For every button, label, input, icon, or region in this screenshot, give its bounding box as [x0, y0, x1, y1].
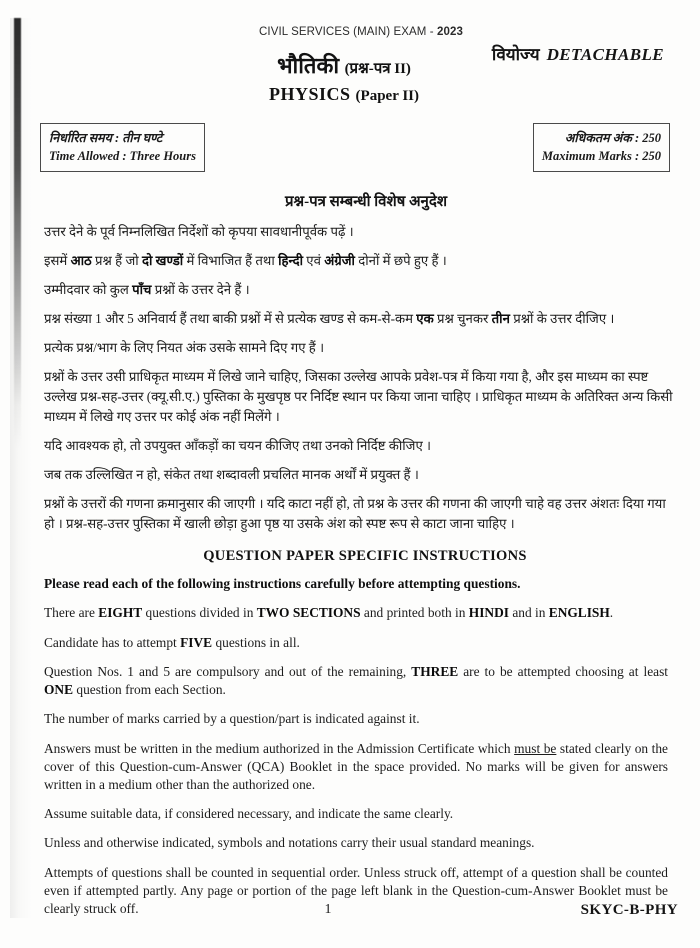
exam-header-line: [44, 26, 678, 38]
hindi-instruction-item: उम्मीदवार को कुल पाँच प्रश्नों के उत्तर देने हैं ।: [44, 281, 250, 297]
maximum-marks-english: Maximum Marks : 250: [541, 148, 661, 163]
english-instruction-item: There are EIGHT questions divided in TWO SECTIONS and printed both in HINDI and in ENGLISH.: [44, 605, 614, 621]
hindi-instruction-item: प्रत्येक प्रश्न/भाग के लिए नियत अंक उसके सामने दिए गए हैं ।: [44, 339, 325, 355]
english-instruction-item: The number of marks carried by a question/part is indicated against it.: [44, 711, 420, 727]
english-instruction-item: Question Nos. 1 and 5 are compulsory and out of the remaining, THREE are to be attempted choosing at least ONE question from each Section.: [44, 663, 669, 698]
english-instructions-heading: QUESTION PAPER SPECIFIC INSTRUCTIONS: [203, 548, 527, 565]
english-instruction-item: Unless and otherwise indicated, symbols and notations carry their usual standard meanings.: [44, 835, 535, 851]
hindi-instructions-heading: प्रश्न-पत्र सम्बन्धी विशेष अनुदेश: [284, 193, 448, 210]
detachable-label-english: DETACHABLE: [546, 45, 664, 64]
paper-code: SKYC-B-PHY: [580, 902, 678, 918]
time-allowed-english: Time Allowed : Three Hours: [49, 148, 196, 163]
hindi-instruction-item: इसमें आठ प्रश्न हैं जो दो खण्डों में विभाजित हैं तथा हिन्दी एवं अंग्रेजी दोनों में छपे हुए हैं ।: [44, 252, 447, 268]
exam-info-row: [38, 123, 678, 175]
english-instruction-item: Answers must be written in the medium authorized in the Admission Certificate which must be stated clearly on the cover of this Question-cum-Answer (QCA) Booklet in the space provided. No marks will be given for answers written in a medium other than the authorized one.: [44, 740, 668, 792]
page-number: 1: [324, 902, 332, 917]
maximum-marks-hindi: अधिकतम अंक : 250: [564, 130, 661, 145]
english-instruction-lead: Please read each of the following instructions carefully before attempting questions.: [44, 576, 521, 592]
scan-shadow-gradient: [10, 18, 32, 918]
maximum-marks-box: [533, 123, 670, 172]
subject-name-english: PHYSICS: [269, 83, 351, 104]
page-footer: [38, 902, 678, 922]
detachable-label-hindi: वियोज्य: [491, 45, 540, 64]
english-instruction-item: Candidate has to attempt FIVE questions in all.: [44, 634, 300, 650]
hindi-instruction-item: प्रश्न संख्या 1 और 5 अनिवार्य हैं तथा बाकी प्रश्नों में से प्रत्येक खण्ड से कम-से-कम एक प्रश्न चुनकर तीन प्रश्नों के उत्तर दीजिए ।: [44, 310, 615, 326]
hindi-instructions-body: [38, 222, 678, 535]
time-allowed-box: [40, 123, 205, 172]
detachable-label: [492, 42, 664, 65]
exam-year: 2023: [437, 26, 463, 38]
page-content: [38, 0, 678, 948]
exam-name: CIVIL SERVICES (MAIN) EXAM -: [259, 26, 437, 38]
hindi-instruction-item: प्रश्नों के उत्तरों की गणना क्रमानुसार की जाएगी । यदि काटा नहीं हो, तो प्रश्न के उत्तर की गणना की जाएगी चाहे वह उत्तर अंशतः दिया गया हो । प्रश्न-सह-उत्तर पुस्तिका में खाली छोड़ा हुआ पृष्ठ या उसके अंश को स्पष्ट रूप से काटा जाना चाहिए ।: [44, 496, 666, 532]
hindi-instruction-item: प्रश्नों के उत्तर उसी प्राधिकृत माध्यम में लिखे जाने चाहिए, जिसका उल्लेख आपके प्रवेश-पत्र में किया गया है, और इस माध्यम का स्पष्ट उल्लेख प्रश्न-सह-उत्तर (क्यू.सी.ए.) पुस्तिका के मुखपृष्ठ पर निर्दिष्ट स्थान पर किया जाना चाहिए । प्राधिकृत माध्यम के अतिरिक्त अन्य किसी माध्यम में लिखे गए उत्तर पर कोई अंक नहीं मिलेंगे ।: [44, 368, 673, 424]
english-instructions-body: [38, 575, 678, 918]
english-instruction-item: Attempts of questions shall be counted in sequential order. Unless struck off, attempt of a question shall be counted even if attempted partly. Any page or portion of the page left blank in the Question-cum-Answer Booklet must be clearly struck off.: [44, 864, 668, 917]
subject-name-hindi: भौतिकी: [277, 53, 340, 78]
subject-title-english: [10, 84, 678, 105]
hindi-instruction-item: उत्तर देने के पूर्व निम्नलिखित निर्देशों को कृपया सावधानीपूर्वक पढ़ें ।: [44, 223, 354, 239]
paper-number-english: (Paper II): [355, 87, 419, 104]
hindi-instruction-item: जब तक उल्लिखित न हो, संकेत तथा शब्दावली प्रचलित मानक अर्थों में प्रयुक्त हैं ।: [44, 467, 419, 483]
paper-number-hindi: (प्रश्न-पत्र II): [344, 61, 411, 77]
time-allowed-hindi: निर्धारित समय : तीन घण्टे: [49, 130, 163, 145]
english-instruction-item: Assume suitable data, if considered necessary, and indicate the same clearly.: [44, 806, 454, 822]
hindi-instruction-item: यदि आवश्यक हो, तो उपयुक्त आँकड़ों का चयन कीजिए तथा उनको निर्दिष्ट कीजिए ।: [44, 438, 432, 453]
